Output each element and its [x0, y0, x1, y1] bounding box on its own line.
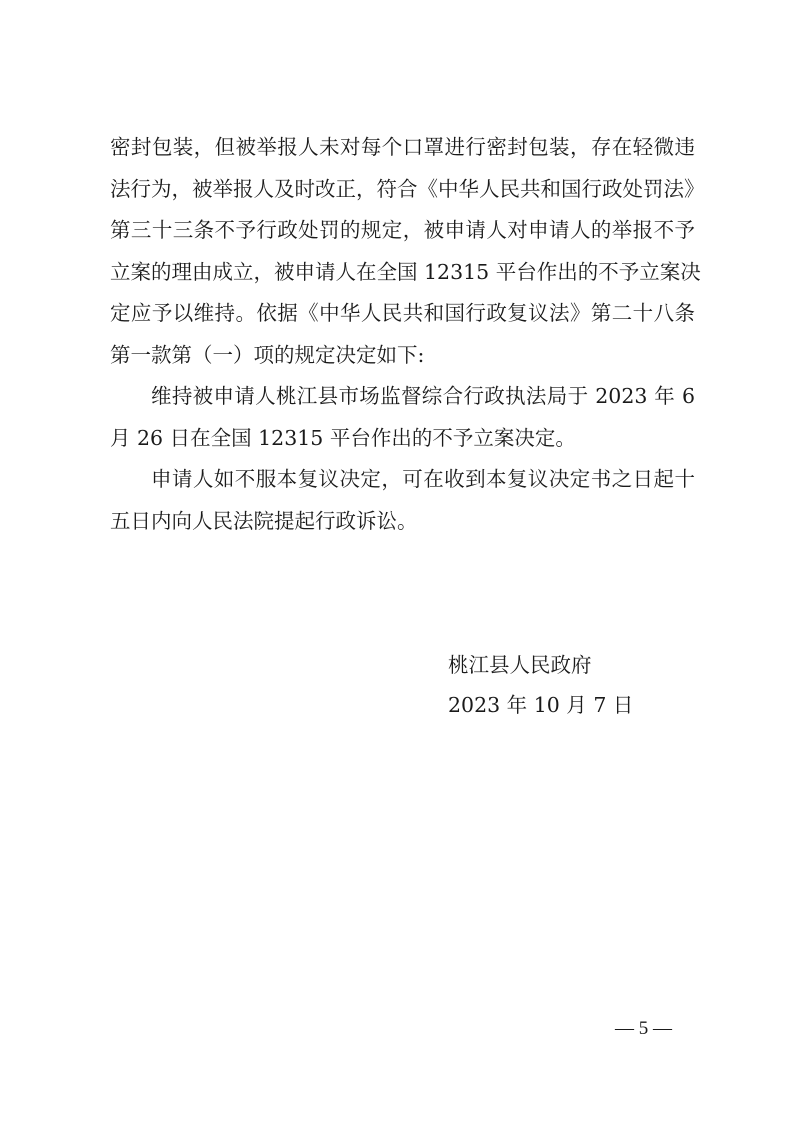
- paragraph-1-line-4: 立案的理由成立，被申请人在全国 12315 平台作出的不予立案决: [110, 259, 701, 284]
- paragraph-2-line-2: 月 26 日在全国 12315 平台作出的不予立案决定。: [110, 425, 576, 450]
- signature-organization: 桃江县人民政府: [448, 653, 592, 677]
- paragraph-1-line-6: 第一款第（一）项的规定决定如下:: [110, 342, 425, 367]
- page-number: — 5 —: [615, 1018, 672, 1039]
- paragraph-2-line-1: 维持被申请人桃江县市场监督综合行政执法局于 2023 年 6: [151, 384, 695, 408]
- paragraph-3-line-2: 五日内向人民法院提起行政诉讼。: [110, 508, 418, 533]
- paragraph-1-line-2: 法行为，被举报人及时改正，符合《中华人民共和国行政处罚法》: [110, 176, 705, 201]
- paragraph-1-line-1: 密封包装，但被举报人未对每个口罩进行密封包装，存在轻微违: [110, 135, 695, 159]
- paragraph-3-line-1: 申请人如不服本复议决定，可在收到本复议决定书之日起十: [151, 467, 695, 491]
- paragraph-1-line-3: 第三十三条不予行政处罚的规定，被申请人对申请人的举报不予: [110, 218, 695, 242]
- signature-block: [448, 645, 633, 725]
- signature-date: 2023 年 10 月 7 日: [448, 693, 634, 717]
- paragraph-1-line-5: 定应予以维持。依据《中华人民共和国行政复议法》第二十八条: [110, 301, 695, 325]
- document-body: [110, 127, 705, 542]
